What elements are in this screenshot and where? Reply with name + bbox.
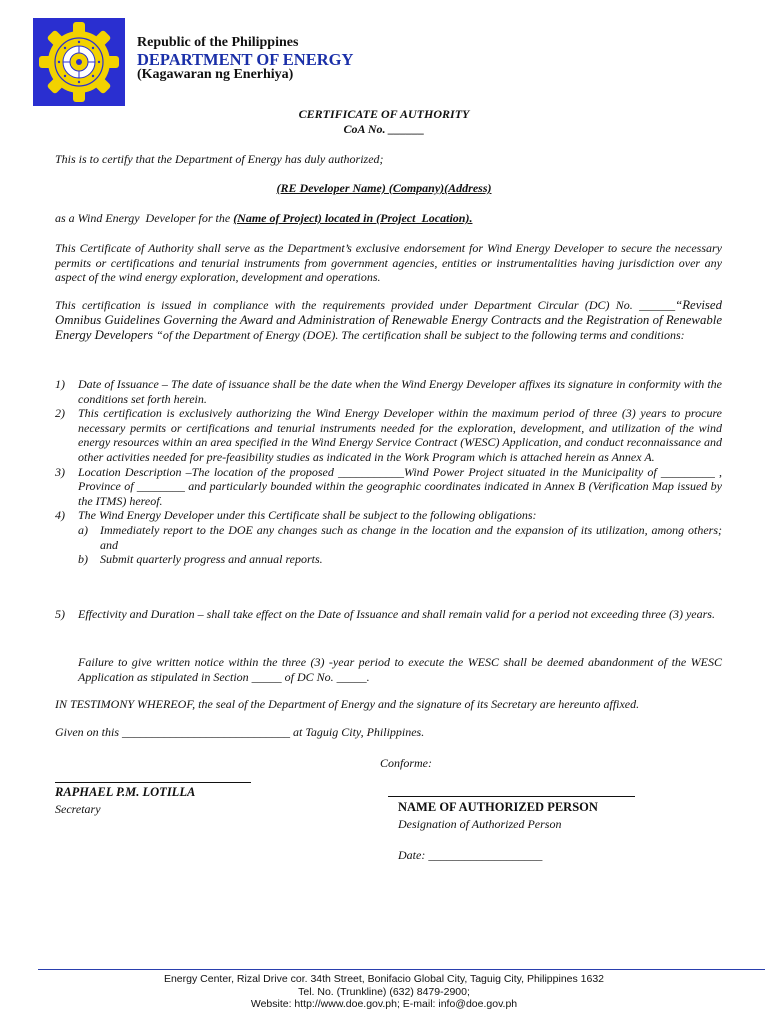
endorsement-paragraph: This Certificate of Authority shall serve as the Department’s exclusive endorsement for Wind Energy Developer to secure the necessary permits or certifications and tenurial instruments from government agencies, entities or instrumentalities having jurisdiction over any aspect of the wind energy exploration, development and operations. [55,241,722,285]
certificate-title: CERTIFICATE OF AUTHORITY [298,107,470,121]
developer-placeholder [0,181,768,196]
secretary-name: RAPHAEL P.M. LOTILLA [55,785,196,799]
testimony-statement: IN TESTIMONY WHEREOF, the seal of the Department of Energy and the signature of its Secretary are hereunto affixed. [55,697,640,711]
term-number: 4) [55,508,65,523]
footer-telephone: Tel. No. (Trunkline) (632) 8479-2900; [298,985,470,998]
signature-line-secretary [55,782,251,783]
term-text: The Wind Energy Developer under this Certificate shall be subject to the following obligations: [78,508,537,523]
footer-contact: Website: http://www.doe.gov.ph; E-mail: info@doe.gov.ph [250,998,518,1010]
developer-placeholder-text: (RE Developer Name) (Company)(Address) [276,181,492,195]
term-item [55,377,722,406]
term-item [55,406,722,464]
secretary-title: Secretary [55,802,101,816]
failure-notice: Failure to give written notice within the three (3) -year period to execute the WESC shall be deemed abandonment of the WESC Application as stipulated in Section _____ of DC No. _____. [78,655,722,684]
obligation-item [78,552,722,567]
obligation-letter: b) [78,552,88,567]
obligation-letter: a) [78,522,88,537]
department-name: DEPARTMENT OF ENERGY [137,49,354,69]
footer [0,973,768,1011]
letterhead [137,36,353,83]
terms-list [55,377,722,567]
term-text: Date of Issuance – The date of issuance shall be the date when the Wind Energy Developer affixes its signature in conformity with the conditions set forth herein. [78,377,722,406]
developer-line [55,211,472,226]
authorized-person-designation: Designation of Authorized Person [398,817,562,831]
obligation-item [78,523,722,552]
obligation-text: Submit quarterly progress and annual reports. [100,552,323,567]
intro-statement: This is to certify that the Department of Energy has duly authorized; [55,152,384,166]
terms-list-continued [55,607,722,622]
term-text: Effectivity and Duration – shall take effect on the Date of Issuance and shall remain valid for a period not exceeding three (3) years. [78,607,715,621]
term-text: This certification is exclusively authorizing the Wind Energy Developer within the maximum period of three (3) years to procure necessary permits or certifications and tenurial instruments needed for the exploration, development, and utilization of the wind energy resources within an area specified in the Wind Energy Service Contract (WESC) Application, and conduct reconnaissance and other activities needed for pre-feasibility studies as indicated in the Work Program which is attached herein as Annex A. [78,406,722,464]
term-item [55,465,722,509]
doe-seal-logo [33,18,125,106]
given-on-line: Given on this ____________________________ at Taguig City, Philippines. [55,725,425,739]
compliance-part-3: “of the Department of Energy (DOE). The certification shall be subject to the following terms and conditions: [156,327,685,342]
developer-line-prefix: as a Wind Energy Developer for the [55,211,234,225]
compliance-guidelines-title: “Revised Omnibus Guidelines Governing the Award and Administration of Renewable Energy Contracts and the Registration of Renewable Energy Developers [55,298,722,342]
certificate-number: CoA No. ______ [343,121,425,136]
term-number: 2) [55,406,65,421]
footer-divider [38,969,765,970]
authorized-person-date: Date: ___________________ [398,848,543,862]
doe-seal-icon [33,18,125,106]
compliance-paragraph [55,298,722,342]
obligation-text: Immediately report to the DOE any changes such as change in the location and the expansion of its utilization, among others; and [100,522,722,552]
term-item [55,607,722,622]
term-text: Location Description –The location of the proposed ___________Wind Power Project situated in the Municipality of _________ , Province of ________ and particularly bounded within the geographic coordinates indicated in Annex B (Verification Map issued by the ITMS) hereof. [78,464,722,508]
conforme-label: Conforme: [380,756,432,770]
term-number: 3) [55,464,65,479]
term-number: 5) [55,607,65,621]
signature-line-authorized-person [388,796,635,797]
term-number: 1) [55,377,65,391]
authorized-person-name: NAME OF AUTHORIZED PERSON [398,800,598,814]
compliance-part-1: This certification is issued in compliance with the requirements provided under Department Circular (DC) No. ______ [55,298,676,312]
certificate-title-block [0,107,768,136]
footer-address: Energy Center, Rizal Drive cor. 34th Street, Bonifacio Global City, Taguig City, Philippines 1632 [163,973,605,985]
project-placeholder: (Name of Project) located in (Project Location). [233,211,473,225]
department-tagalog-name: (Kagawaran ng Enerhiya) [137,67,294,82]
term-item [55,508,722,566]
republic-label: Republic of the Philippines [137,35,299,50]
